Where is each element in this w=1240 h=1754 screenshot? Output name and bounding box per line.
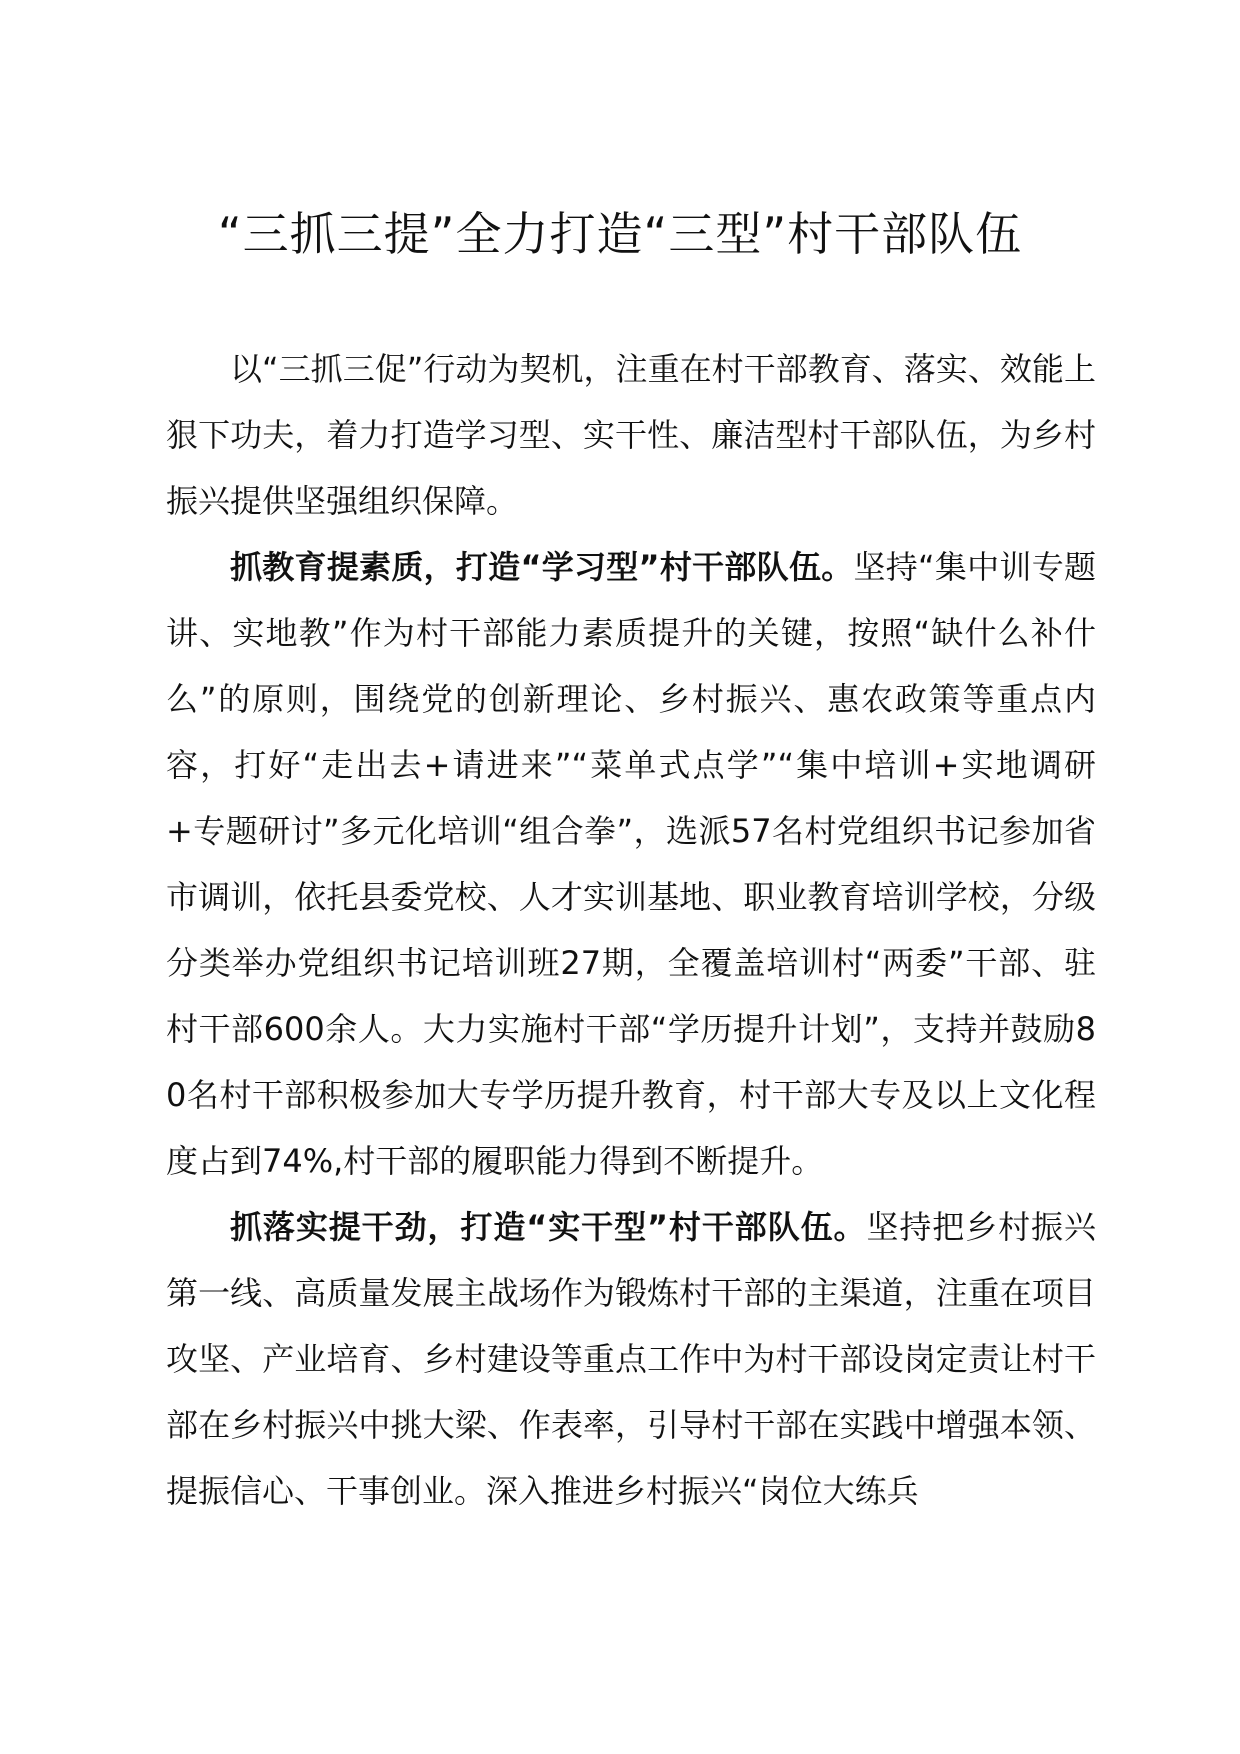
paragraph-text: 坚持把乡村振兴第一线、高质量发展主战场作为锻炼村干部的主渠道，注重在项目攻坚、产业培育、乡村建设等重点工作中为村干部设岗定责让村干部在乡村振兴中挑大梁、作表率，引导村干部在实践中增强本领、提振信心、干事创业。深入推进乡村振兴“岗位大练兵 [166, 1208, 1096, 1510]
paragraph-intro [166, 336, 1096, 534]
paragraph-implementation [166, 1194, 1096, 1524]
paragraph-education [166, 534, 1096, 1194]
paragraph-text: 坚持“集中训专题讲、实地教”作为村干部能力素质提升的关键，按照“缺什么补什么”的原则，围绕党的创新理论、乡村振兴、惠农政策等重点内容，打好“走出去+请进来”“菜单式点学”“集中培训+实地调研+专题研讨”多元化培训“组合拳”，选派57名村党组织书记参加省市调训，依托县委党校、人才实训基地、职业教育培训学校，分级分类举办党组织书记培训班27期，全覆盖培训村“两委”干部、驻村干部600余人。大力实施村干部“学历提升计划”，支持并鼓励80名村干部积极参加大专学历提升教育，村干部大专及以上文化程度占到74%,村干部的履职能力得到不断提升。 [166, 548, 1096, 1180]
paragraph-lead: 抓教育提素质，打造“学习型”村干部队伍。 [230, 548, 854, 586]
document-title: “三抓三提”全力打造“三型”村干部队伍 [217, 207, 1023, 261]
document-body [166, 336, 1096, 1524]
paragraph-text: 以“三抓三促”行动为契机，注重在村干部教育、落实、效能上狠下功夫，着力打造学习型、实干性、廉洁型村干部队伍，为乡村振兴提供坚强组织保障。 [166, 350, 1096, 520]
paragraph-lead: 抓落实提干劲，打造“实干型”村干部队伍。 [230, 1208, 867, 1246]
